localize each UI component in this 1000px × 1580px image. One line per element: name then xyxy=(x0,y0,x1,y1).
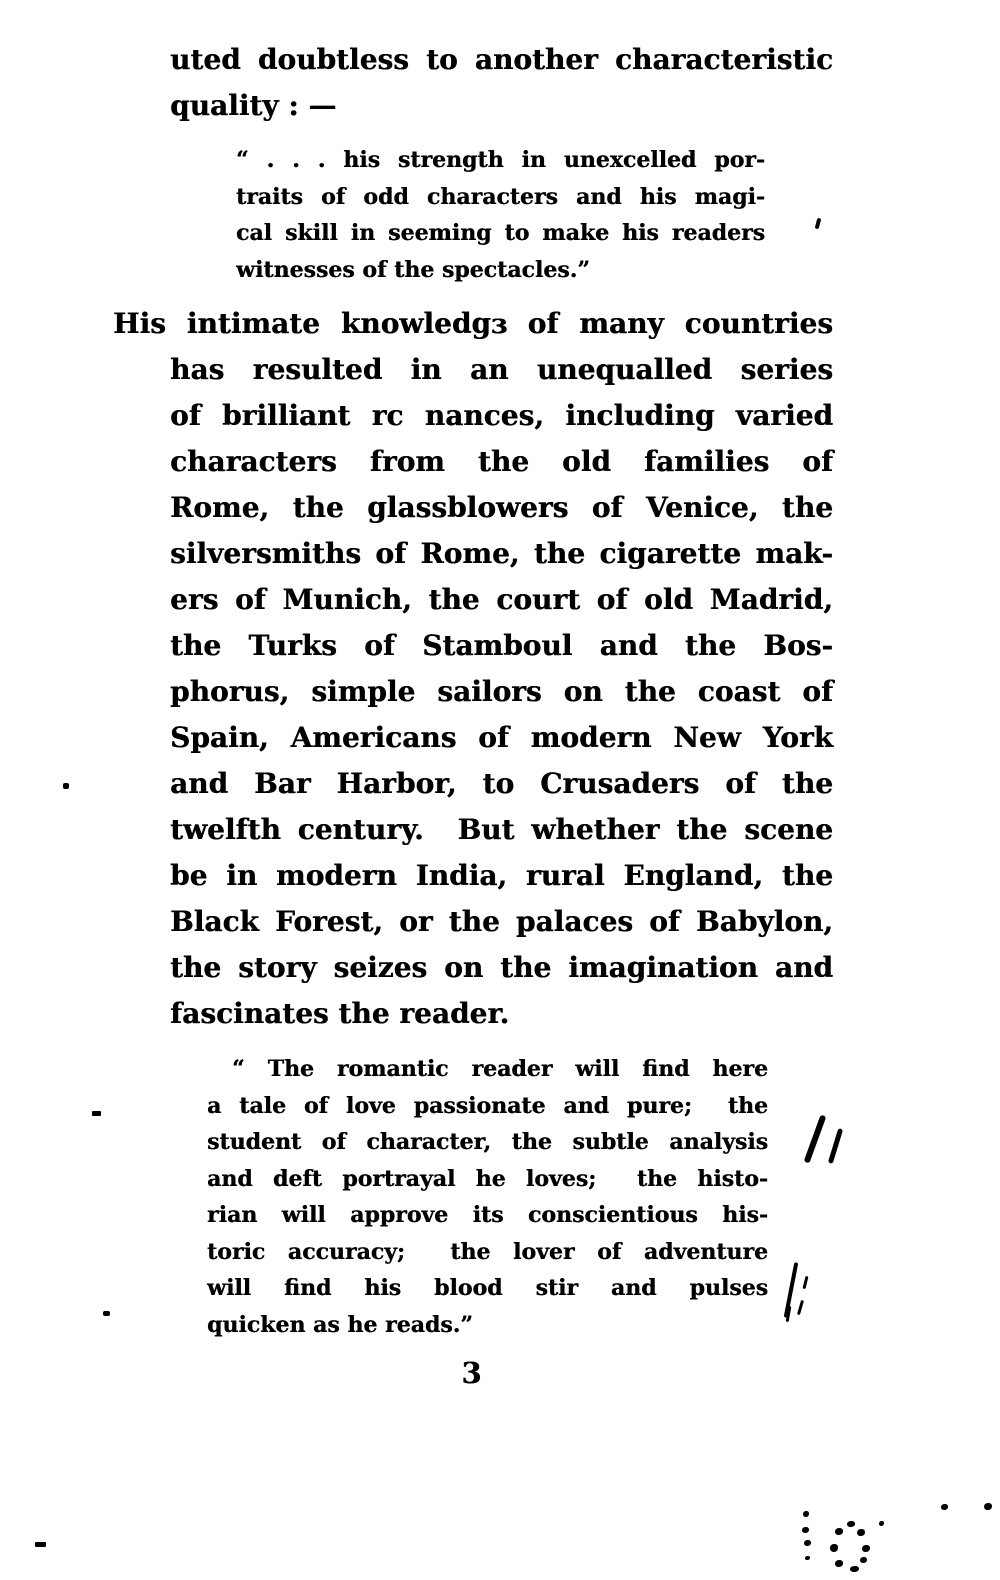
text-line: the Turks of Stamboul and the Bos- xyxy=(170,629,833,662)
ink-speck-dash-icon xyxy=(92,1111,101,1116)
ink-speck-tick-icon xyxy=(815,218,822,230)
text-line: Rome, the glassblowers of Venice, the xyxy=(170,491,833,524)
pen-check-tick-icon xyxy=(797,1300,804,1315)
text-line: quality : — xyxy=(170,89,337,122)
text-line: and Bar Harbor, to Crusaders of the xyxy=(170,767,833,800)
text-line: quicken as he reads.” xyxy=(207,1311,473,1338)
text-line: has resulted in an unequalled series xyxy=(170,353,833,386)
blockquote-press-excerpt-2 xyxy=(207,1051,768,1343)
page-number: 3 xyxy=(461,1356,482,1390)
text-line: witnesses of the spectacles.” xyxy=(236,256,590,283)
pen-check-tick-icon xyxy=(802,1276,808,1289)
text-line: phorus, simple sailors on the coast of xyxy=(170,675,833,708)
text-line: ers of Munich, the court of old Madrid, xyxy=(170,583,833,616)
text-line: rian will approve its conscientious his- xyxy=(207,1202,768,1228)
ink-speck-dot-icon xyxy=(103,1311,110,1316)
text-line: Spain, Americans of modern New York xyxy=(170,721,833,754)
text-line: twelfth century. But whether the scene xyxy=(170,813,833,846)
text-line: the story seizes on the imagination and xyxy=(170,951,833,984)
text-line: His intimate knowledgɜ of many countries xyxy=(113,307,833,340)
text-line: of brilliant rc nances, including varied xyxy=(170,399,833,432)
blockquote-press-excerpt-1 xyxy=(236,142,765,288)
paragraph-main xyxy=(113,301,833,1037)
text-line: “ The romantic reader will find here xyxy=(232,1056,768,1082)
ink-speck-dash-icon xyxy=(35,1542,46,1547)
text-line: “ . . . his strength in unexcelled por- xyxy=(236,147,765,173)
text-line: uted doubtless to another characteristic xyxy=(170,43,833,76)
text-line: fascinates the reader. xyxy=(170,997,510,1030)
text-line: Black Forest, or the palaces of Babylon, xyxy=(170,905,833,938)
pen-check-slash-icon xyxy=(804,1114,827,1163)
paragraph-continuation xyxy=(170,37,833,129)
text-line: a tale of love passionate and pure; the xyxy=(207,1092,768,1119)
text-line: toric accuracy; the lover of adventure xyxy=(207,1238,768,1265)
pen-check-slash-icon xyxy=(784,1262,799,1318)
text-line: be in modern India, rural England, the xyxy=(170,859,833,892)
text-line: silversmiths of Rome, the cigarette mak- xyxy=(170,537,833,570)
text-line: characters from the old families of xyxy=(170,445,833,478)
text-line: and deft portrayal he loves; the histo- xyxy=(207,1165,768,1192)
text-line: student of character, the subtle analysis xyxy=(207,1129,768,1155)
text-line: traits of odd characters and his magi- xyxy=(236,183,765,210)
text-line: cal skill in seeming to make his readers xyxy=(236,220,765,246)
ink-speck-dot-icon xyxy=(63,783,69,789)
text-line: will find his blood stir and pulses xyxy=(207,1275,768,1301)
pen-check-slash-icon xyxy=(828,1128,843,1164)
